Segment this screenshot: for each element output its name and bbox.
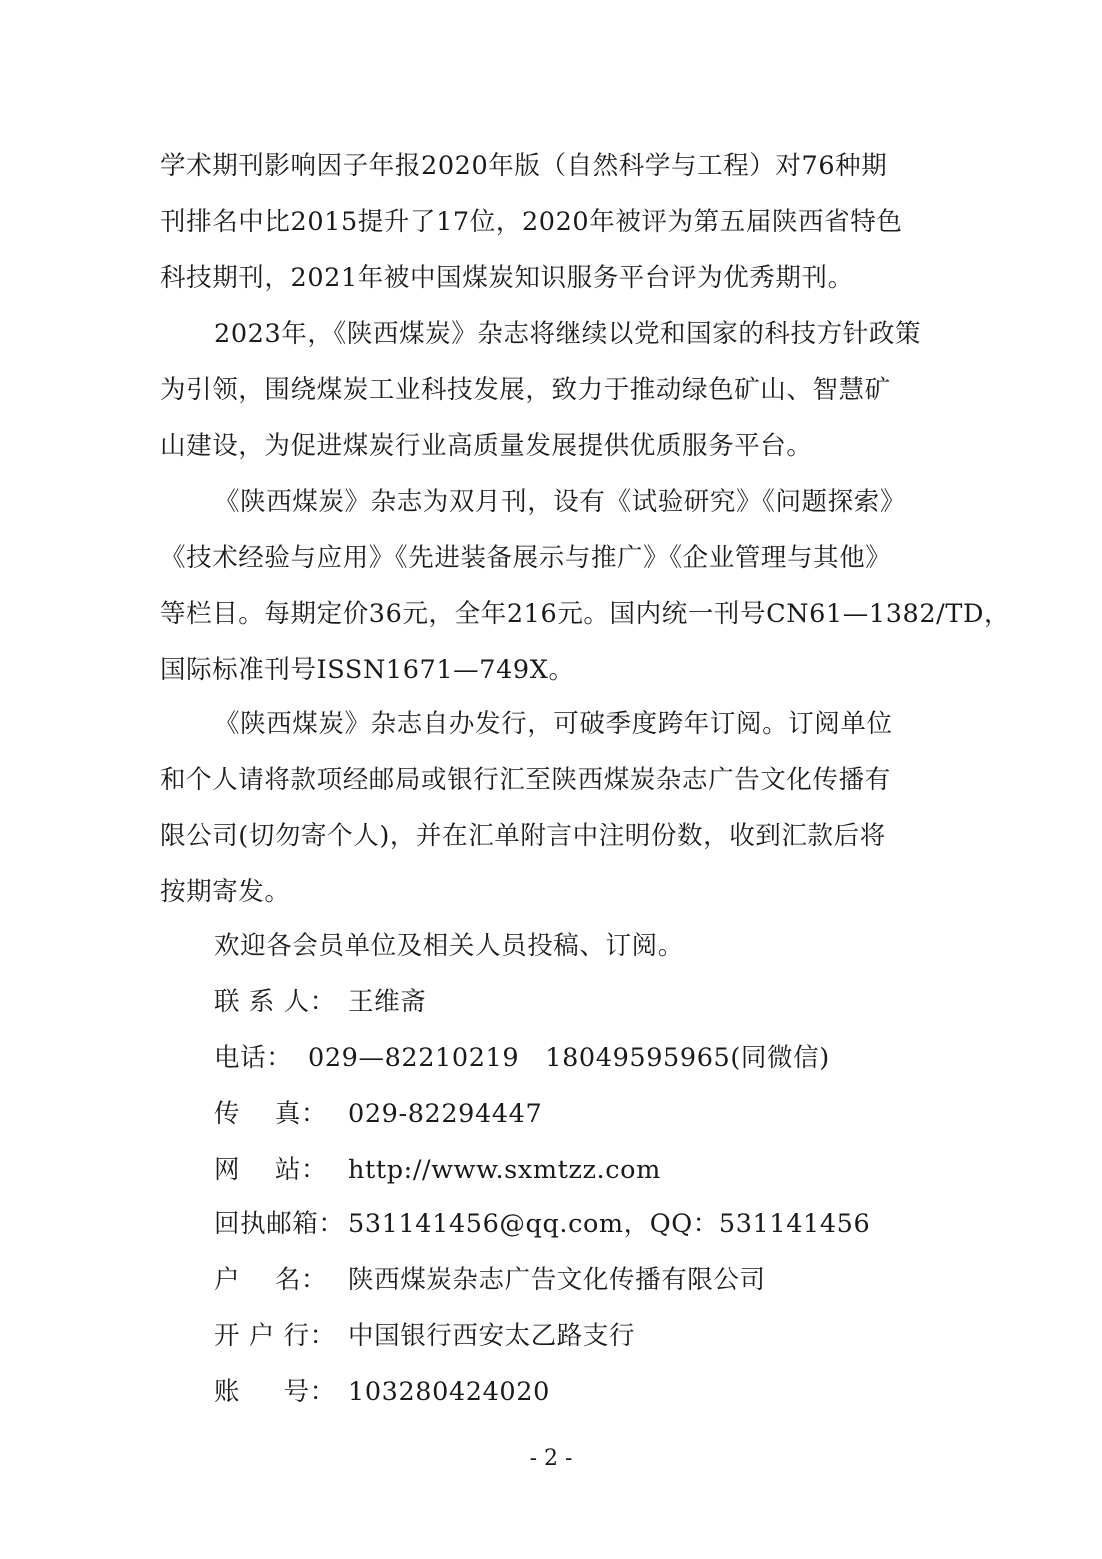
contact-bank-value: 中国银行西安太乙路支行 [348,1321,636,1351]
contact-website-value[interactable]: http://www.sxmtzz.com [348,1155,661,1185]
paragraph-line: 欢迎各会员单位及相关人员投稿、订阅。 [214,931,684,961]
contact-account-name [214,1262,766,1298]
contact-person-value: 王维斋 [348,987,427,1017]
paragraph-line: 为引领，围绕煤炭工业科技发展，致力于推动绿色矿山、智慧矿 [160,375,891,405]
contact-phone [214,1040,830,1076]
paragraph-line: 等栏目。每期定价36元，全年216元。国内统一刊号CN61—1382/TD， [160,599,1011,629]
contact-website [214,1152,661,1188]
contact-account-number-value: 103280424020 [348,1377,550,1407]
contact-person [214,984,426,1020]
paragraph-line: 和个人请将款项经邮局或银行汇至陕西煤炭杂志广告文化传播有 [160,765,891,795]
paragraph-line: 山建设，为促进煤炭行业高质量发展提供优质服务平台。 [160,431,813,461]
contact-account-name-label: 户 名： [214,1265,328,1295]
contact-account-name-value: 陕西煤炭杂志广告文化传播有限公司 [348,1265,766,1295]
paragraph-line: 限公司(切勿寄个人)，并在汇单附言中注明份数，收到汇款后将 [160,821,886,851]
contact-account-number-label: 账 号： [214,1377,336,1407]
contact-email-label: 回执邮箱： [214,1209,345,1239]
page-number: - 2 - [529,1446,573,1471]
contact-bank [214,1318,635,1354]
contact-account-number [214,1374,550,1410]
paragraph-line: 2023年，《陕西煤炭》杂志将继续以党和国家的科技方针政策 [214,319,922,349]
contact-fax [214,1096,542,1132]
paragraph-line: 《技术经验与应用》《先进装备展示与推广》《企业管理与其他》 [160,543,892,573]
paragraph-line: 《陕西煤炭》杂志为双月刊，设有《试验研究》《问题探索》 [214,487,906,517]
contact-phone-label: 电话： [214,1043,293,1073]
contact-person-label: 联 系 人： [214,987,336,1017]
paragraph-line: 刊排名中比2015提升了17位，2020年被评为第五届陕西省特色 [160,207,903,237]
contact-website-label: 网 站： [214,1155,328,1185]
contact-phone-value: 029—82210219 18049595965(同微信) [308,1043,830,1073]
contact-fax-value: 029-82294447 [348,1099,543,1129]
paragraph-line: 国际标准刊号ISSN1671—749X。 [160,655,575,685]
paragraph-line: 按期寄发。 [160,877,291,907]
paragraph-line: 学术期刊影响因子年报2020年版（自然科学与工程）对76种期 [160,151,888,181]
paragraph-line: 《陕西煤炭》杂志自办发行，可破季度跨年订阅。订阅单位 [214,709,893,739]
contact-email-value[interactable]: 531141456@qq.com，QQ：531141456 [348,1209,871,1239]
contact-fax-label: 传 真： [214,1099,328,1129]
contact-bank-label: 开 户 行： [214,1321,336,1351]
contact-email [214,1206,870,1242]
paragraph-line: 科技期刊，2021年被中国煤炭知识服务平台评为优秀期刊。 [160,263,854,293]
